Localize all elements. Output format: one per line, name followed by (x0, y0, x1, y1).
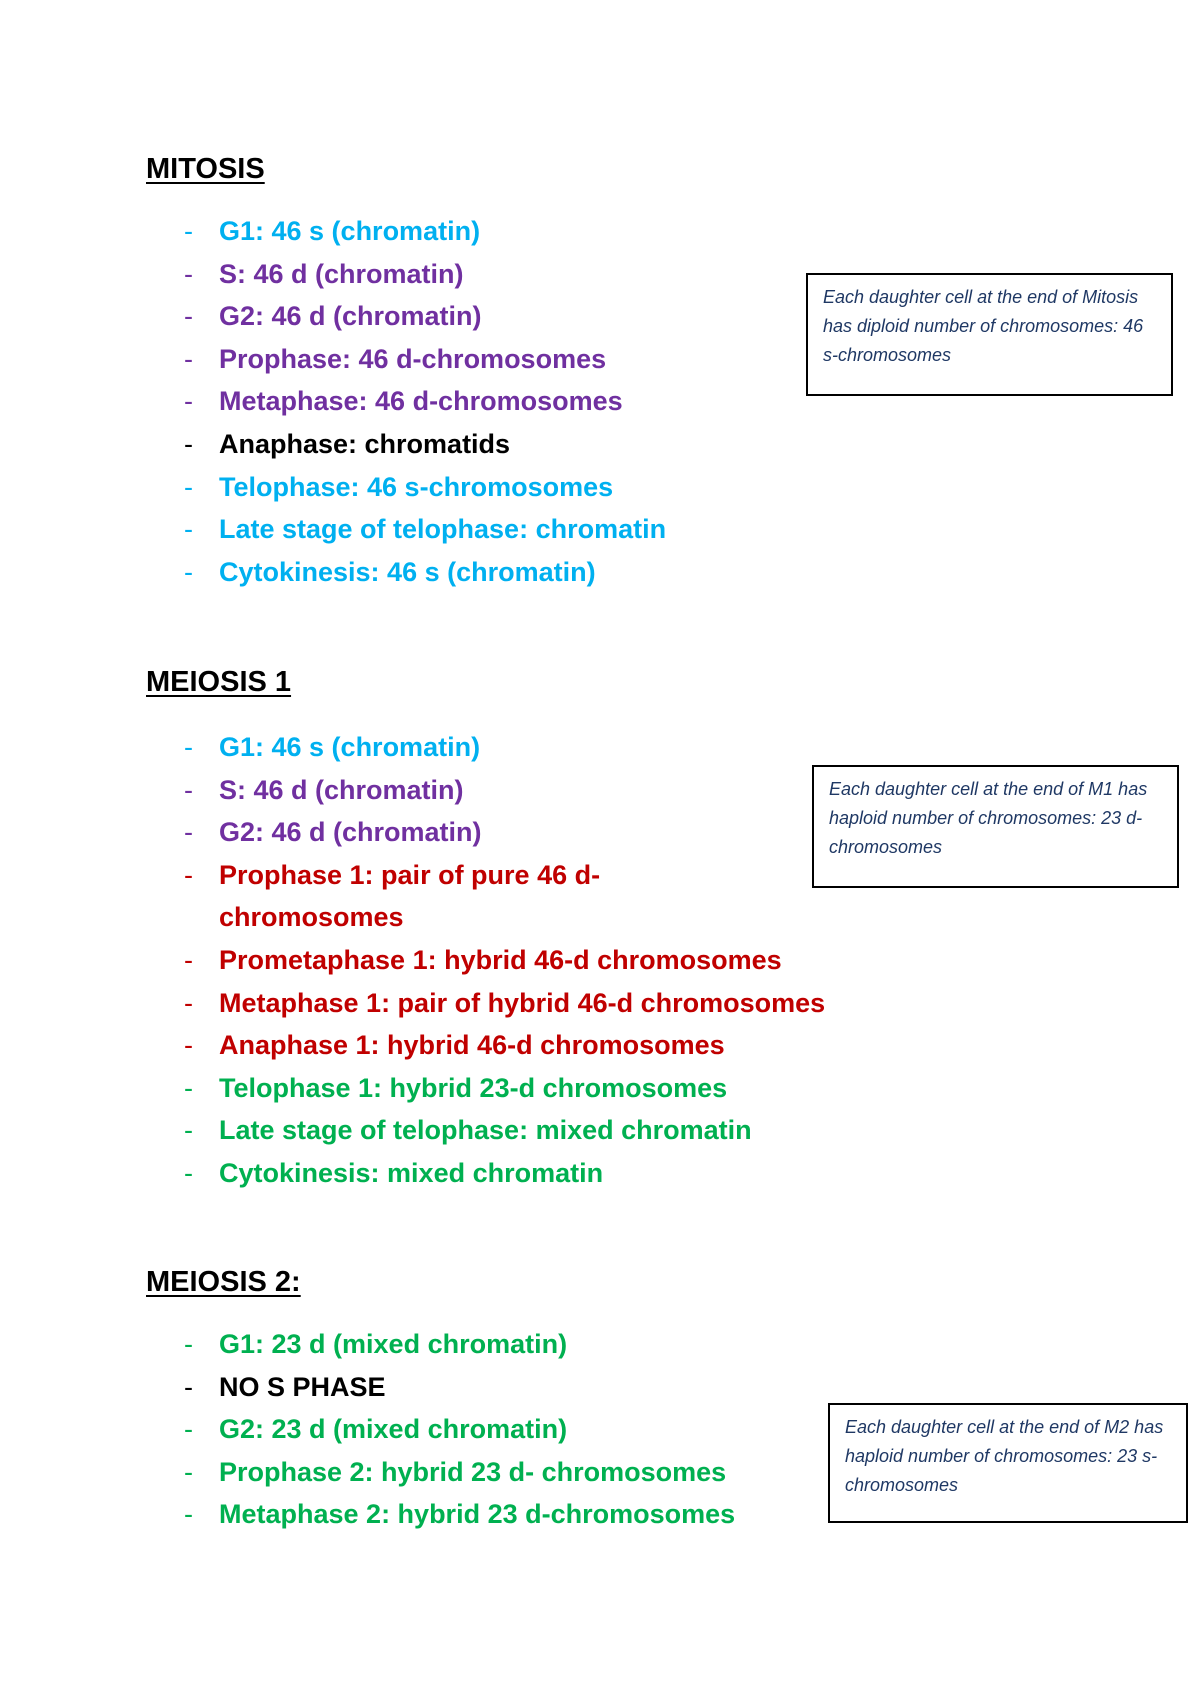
phase-item-text: Prometaphase 1: hybrid 46-d chromosomes (219, 944, 782, 975)
meiosis1-phase-list (0, 726, 825, 1195)
phase-item-text: Metaphase 1: pair of hybrid 46-d chromosomes (219, 987, 826, 1018)
phase-item (0, 508, 666, 551)
phase-item-text: Telophase 1: hybrid 23-d chromosomes (219, 1072, 728, 1103)
bullet-dash: - (184, 1115, 193, 1146)
phase-item (0, 1408, 735, 1451)
phase-item-text: Cytokinesis: 46 s (chromatin) (219, 556, 596, 587)
bullet-dash: - (184, 732, 193, 762)
bullet-dash: - (184, 1157, 193, 1188)
meiosis1-note-box: Each daughter cell at the end of M1 has haploid number of chromosomes: 23 d-chromosomes (812, 765, 1179, 888)
bullet-dash: - (184, 301, 193, 332)
phase-item-text: Metaphase 2: hybrid 23 d-chromosomes (219, 1499, 736, 1530)
bullet-dash: - (184, 1329, 193, 1359)
phase-item (0, 769, 825, 812)
meiosis2-note-box: Each daughter cell at the end of M2 has haploid number of chromosomes: 23 s-chromosomes (828, 1403, 1188, 1523)
phase-item-text: Prophase 1: pair of pure 46 d-chromosomes (219, 859, 601, 933)
phase-item (0, 1493, 735, 1536)
meiosis2-title: MEIOSIS 2: (146, 1266, 301, 1298)
bullet-dash: - (184, 1030, 193, 1061)
phase-item (0, 210, 666, 253)
bullet-dash: - (184, 343, 193, 374)
meiosis1-title: MEIOSIS 1 (146, 666, 292, 698)
phase-item-text: S: 46 d (chromatin) (219, 258, 464, 289)
phase-item (0, 939, 825, 982)
bullet-dash: - (184, 471, 193, 502)
phase-item (0, 854, 825, 939)
phase-item-text: NO S PHASE (219, 1371, 386, 1402)
phase-item (0, 380, 666, 423)
bullet-dash: - (184, 1072, 193, 1103)
phase-item-text: G2: 46 d (chromatin) (219, 817, 482, 848)
phase-item (0, 551, 666, 594)
bullet-dash: - (184, 556, 193, 587)
phase-item (0, 1109, 825, 1152)
bullet-dash: - (184, 514, 193, 545)
phase-item-text: Late stage of telophase: mixed chromatin (219, 1115, 752, 1146)
phase-item (0, 726, 825, 769)
phase-item-text: Late stage of telophase: chromatin (219, 514, 667, 545)
phase-item-text: Anaphase 1: hybrid 46-d chromosomes (219, 1030, 725, 1061)
phase-item-text: G2: 46 d (chromatin) (219, 301, 482, 332)
phase-item-text: G1: 46 s (chromatin) (219, 216, 481, 246)
mitosis-note-box: Each daughter cell at the end of Mitosis has diploid number of chromosomes: 46 s-chromosomes (806, 273, 1173, 396)
phase-item (0, 1451, 735, 1494)
phase-item (0, 1152, 825, 1195)
bullet-dash: - (184, 1499, 193, 1530)
phase-item-text: G2: 23 d (mixed chromatin) (219, 1414, 568, 1445)
bullet-dash: - (184, 428, 193, 459)
mitosis-title: MITOSIS (146, 153, 265, 185)
phase-item (0, 982, 825, 1025)
phase-item-text: Cytokinesis: mixed chromatin (219, 1157, 604, 1188)
phase-item (0, 466, 666, 509)
bullet-dash: - (184, 258, 193, 289)
phase-item-text: S: 46 d (chromatin) (219, 774, 464, 805)
bullet-dash: - (184, 1456, 193, 1487)
phase-item-text: Prophase: 46 d-chromosomes (219, 343, 607, 374)
phase-item-text: G1: 46 s (chromatin) (219, 732, 481, 762)
bullet-dash: - (184, 774, 193, 805)
phase-item (0, 423, 666, 466)
phase-item-text: Prophase 2: hybrid 23 d- chromosomes (219, 1456, 727, 1487)
phase-item (0, 295, 666, 338)
phase-item (0, 1024, 825, 1067)
phase-item (0, 338, 666, 381)
bullet-dash: - (184, 944, 193, 975)
bullet-dash: - (184, 1371, 193, 1402)
phase-item (0, 1366, 735, 1409)
phase-item (0, 1067, 825, 1110)
phase-item-text: Metaphase: 46 d-chromosomes (219, 386, 623, 417)
mitosis-phase-list (0, 210, 666, 593)
phase-item (0, 811, 825, 854)
bullet-dash: - (184, 817, 193, 848)
bullet-dash: - (184, 216, 193, 246)
meiosis2-phase-list (0, 1323, 735, 1536)
bullet-dash: - (184, 859, 193, 890)
phase-item (0, 1323, 735, 1366)
phase-item-text: Anaphase: chromatids (219, 428, 511, 459)
phase-item (0, 253, 666, 296)
bullet-dash: - (184, 987, 193, 1018)
bullet-dash: - (184, 386, 193, 417)
phase-item-text: G1: 23 d (mixed chromatin) (219, 1329, 568, 1359)
bullet-dash: - (184, 1414, 193, 1445)
phase-item-text: Telophase: 46 s-chromosomes (219, 471, 614, 502)
